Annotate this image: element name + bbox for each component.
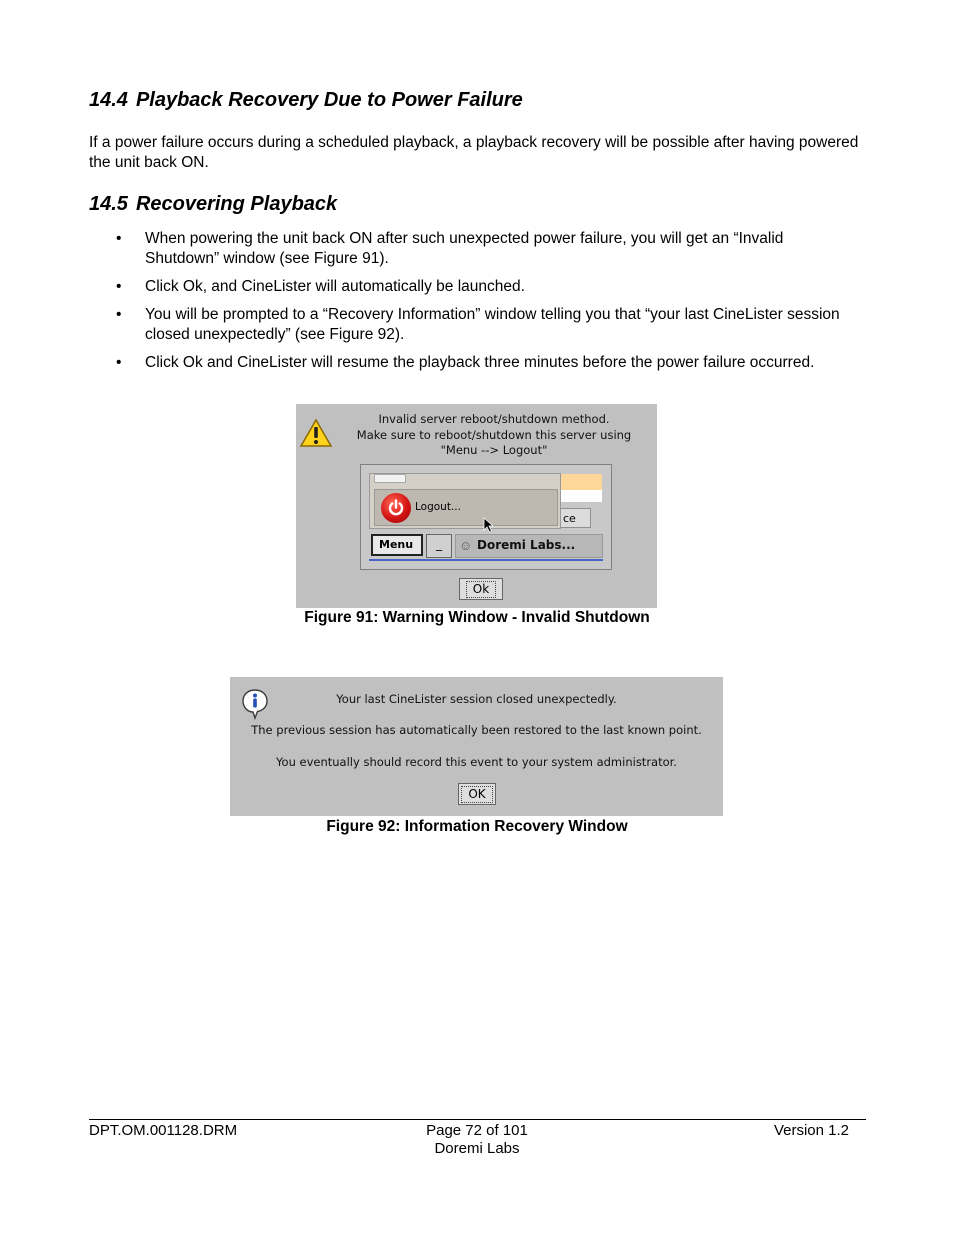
list-item	[89, 353, 859, 373]
ok-button[interactable]	[458, 783, 496, 805]
ok-button-label: Ok	[466, 581, 496, 598]
taskbar	[369, 531, 603, 561]
logout-menu-illustration	[360, 464, 612, 570]
information-dialog-screenshot	[230, 677, 723, 816]
list-item-text: You will be prompted to a “Recovery Information” window telling you that “your last CineLister session closed unexpectedly” (see Figure 92).	[145, 306, 840, 343]
list-item	[89, 229, 859, 269]
taskbar-minimize-button: _	[426, 534, 452, 558]
section-title: Playback Recovery Due to Power Failure	[135, 89, 523, 111]
section-heading-14-4	[89, 89, 523, 112]
footer-company: Doremi Labs	[434, 1140, 520, 1157]
warning-message-line: "Menu --> Logout"	[440, 443, 548, 457]
section-heading-14-5	[89, 193, 337, 216]
power-icon	[381, 493, 411, 523]
menu-popup	[369, 473, 561, 529]
bullet-marker: •	[116, 306, 122, 323]
section-title: Recovering Playback	[135, 193, 338, 215]
info-message-line: You eventually should record this event to your system administrator.	[276, 755, 677, 769]
section-number: 14.4	[89, 89, 128, 111]
menu-item-logout	[374, 489, 558, 526]
doremi-logo-icon: ☺	[459, 538, 473, 553]
bullet-marker: •	[116, 230, 122, 247]
footer-page-number: Page 72 of 101	[426, 1122, 528, 1139]
footer-divider	[89, 1119, 866, 1120]
warning-dialog-screenshot	[296, 404, 657, 608]
partial-button: ce	[560, 508, 591, 528]
list-item	[89, 277, 859, 297]
list-item-text: When powering the unit back ON after such unexpected power failure, you will get an “Invalid Shutdown” window (see Figure 91).	[145, 230, 784, 267]
taskbar-app-button	[455, 534, 603, 558]
list-item	[89, 305, 859, 345]
figure-91-caption: Figure 91: Warning Window - Invalid Shutdown	[304, 609, 650, 626]
taskbar-menu-button: Menu	[371, 534, 423, 556]
list-item-text: Click Ok and CineLister will resume the playback three minutes before the power failure occurred.	[145, 354, 815, 371]
menu-popup-tab	[374, 474, 406, 483]
taskbar-app-label: Doremi Labs...	[477, 538, 576, 552]
panel-strip	[560, 474, 602, 490]
warning-message-line: Invalid server reboot/shutdown method.	[378, 412, 610, 426]
footer-version: Version 1.2	[773, 1122, 849, 1139]
footer-doc-id: DPT.OM.001128.DRM	[89, 1122, 238, 1139]
warning-message-line: Make sure to reboot/shutdown this server using	[356, 428, 632, 442]
list-item-text: Click Ok, and CineLister will automatically be launched.	[145, 278, 525, 295]
info-message-line: The previous session has automatically been restored to the last known point.	[251, 723, 702, 737]
bullet-list	[89, 229, 859, 381]
section-14-4-body: If a power failure occurs during a scheduled playback, a playback recovery will be possible after having powered the unit back ON.	[89, 134, 859, 171]
ok-button-label: OK	[461, 786, 492, 803]
ok-button[interactable]	[459, 578, 503, 600]
bullet-marker: •	[116, 278, 122, 295]
logout-label: Logout...	[415, 501, 461, 513]
section-number: 14.5	[89, 193, 128, 215]
info-message-line: Your last CineLister session closed unexpectedly.	[336, 692, 617, 706]
panel-strip	[560, 490, 602, 502]
bullet-marker: •	[116, 354, 122, 371]
figure-92-caption: Figure 92: Information Recovery Window	[326, 818, 628, 835]
